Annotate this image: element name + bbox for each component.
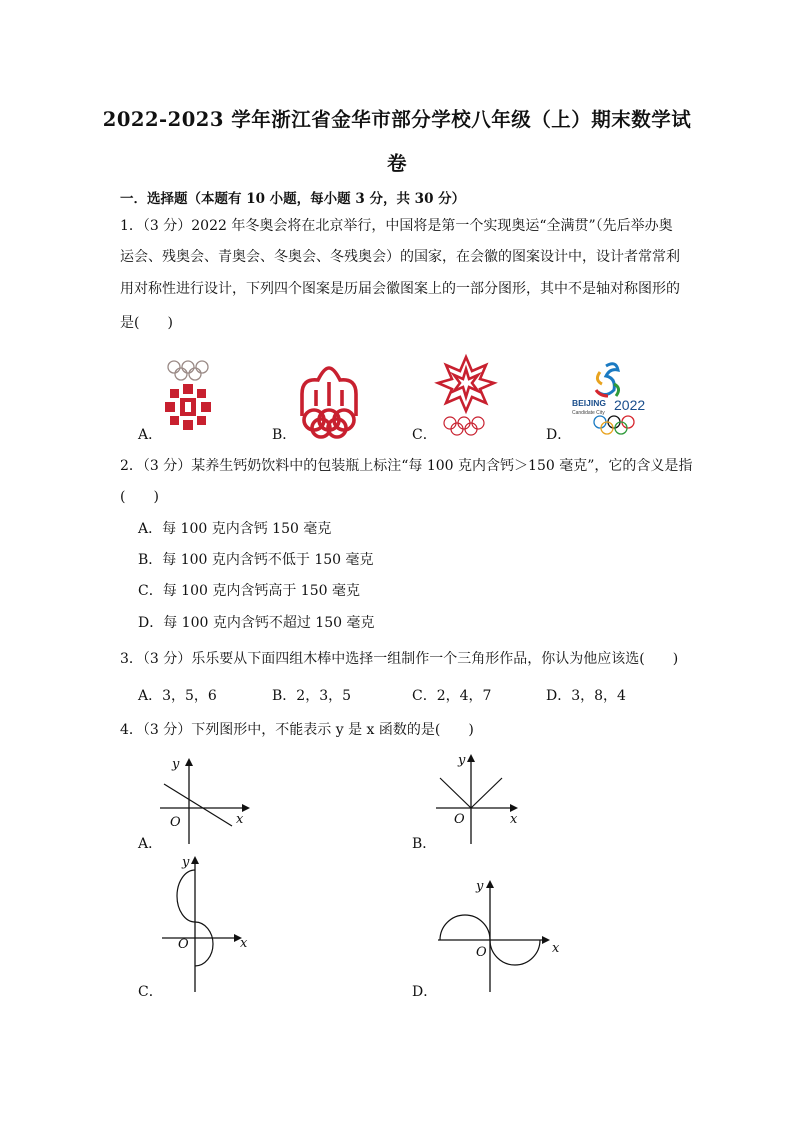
q2-option-c: C．每 100 克内含钙高于 150 毫克 (138, 583, 360, 599)
q4-graph-b (426, 752, 536, 847)
q4-line: 4．（3 分）下列图形中，不能表示 y 是 x 函数的是( ) (120, 722, 474, 738)
q4-graph-d (430, 872, 570, 994)
q4-graph-a (150, 752, 260, 847)
page-title: 2022-2023 学年浙江省金华市部分学校八年级（上）期末数学试 (102, 108, 692, 131)
q1-option-d: D． (546, 427, 572, 443)
q4d-origin-label: O (476, 945, 487, 960)
q3-option-c: C．2，4，7 (412, 688, 492, 704)
q1-option-c: C． (412, 427, 437, 443)
logo-d-beijing-text: BEIJING (572, 398, 607, 408)
q4a-y-label: y (172, 757, 180, 772)
q4d-x-label: x (552, 941, 560, 956)
logo-d-city-text: Candidate City (572, 410, 605, 416)
q2-line-1: 2．（3 分）某养生钙奶饮料中的包装瓶上标注“每 100 克内含钙＞150 毫克”，它的含义是指 (120, 458, 693, 474)
q4-option-a: A． (138, 836, 163, 852)
q4b-origin-label: O (454, 812, 465, 827)
q3-option-d: D．3，8，4 (546, 688, 626, 704)
logo-montreal-rings (296, 366, 362, 438)
q2-option-a: A．每 100 克内含钙 150 毫克 (138, 521, 332, 537)
q1-line-4: 是( ) (120, 315, 173, 331)
q1-option-b: B． (272, 427, 297, 443)
q4a-x-label: x (236, 812, 244, 827)
q4-option-b: B． (412, 836, 437, 852)
q1-line-2: 运会、残奥会、青奥会、冬奥会、冬残奥会）的国家，在会徽的图案设计中，设计者常常利 (120, 249, 680, 265)
logo-sarajevo-snowflake (158, 358, 218, 440)
q4c-y-label: y (182, 855, 190, 870)
logo-beijing-2022 (570, 362, 652, 436)
q3-line: 3．（3 分）乐乐要从下面四组木棒中选择一组制作一个三角形作品，你认为他应该选( ) (120, 651, 679, 667)
q1-line-1: 1．（3 分）2022 年冬奥会将在北京举行，中国将是第一个实现奥运“全满贯”（先后举办奥 (120, 218, 673, 234)
q4a-origin-label: O (170, 815, 181, 830)
q4-graph-c (150, 850, 260, 996)
q4c-x-label: x (240, 936, 248, 951)
q4-option-c: C． (138, 984, 163, 1000)
q2-line-2: ( ) (120, 489, 159, 505)
q4c-origin-label: O (178, 937, 189, 952)
q3-option-a: A．3，5，6 (138, 688, 217, 704)
logo-d-year-text: 2022 (614, 397, 646, 413)
q4-option-d: D． (412, 984, 438, 1000)
q4d-y-label: y (476, 879, 484, 894)
q1-option-a: A． (138, 427, 163, 443)
q2-option-b: B．每 100 克内含钙不低于 150 毫克 (138, 552, 374, 568)
q4b-y-label: y (458, 753, 466, 768)
q3-option-b: B．2，3，5 (272, 688, 352, 704)
page-title-continued: 卷 (386, 152, 407, 175)
section-heading: 一．选择题（本题有 10 小题，每小题 3 分，共 30 分） (120, 191, 466, 207)
logo-calgary-snowflake (436, 355, 496, 437)
q2-option-d: D．每 100 克内含钙不超过 150 毫克 (138, 615, 375, 631)
q4b-x-label: x (510, 812, 518, 827)
q1-line-3: 用对称性进行设计，下列四个图案是历届会徽图案上的一部分图形，其中不是轴对称图形的 (120, 281, 680, 297)
